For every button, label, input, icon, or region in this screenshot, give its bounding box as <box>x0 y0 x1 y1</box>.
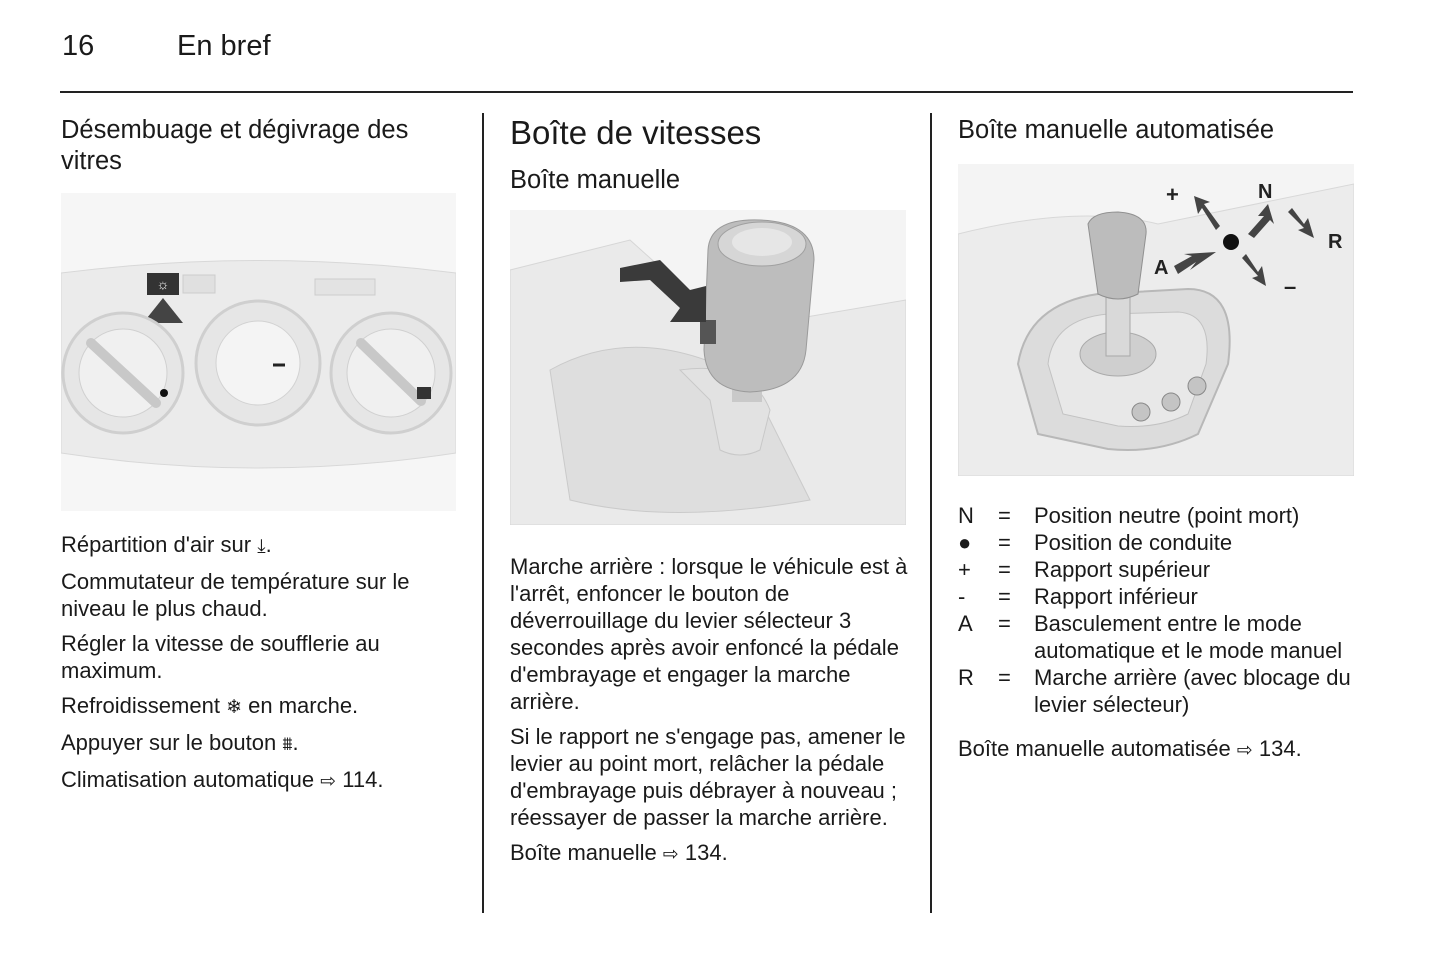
svg-text:☼: ☼ <box>156 276 170 292</box>
defrost-button-icon: ⩩ <box>282 733 293 755</box>
legend-text: Position de conduite <box>1034 530 1233 555</box>
reverse-gear-retry: Si le rapport ne s'engage pas, amener le levier au point mort, relâcher la pédale d'embrayage puis débrayer à nouveau ; réessayer de passer la marche arrière. <box>510 724 906 830</box>
legend-eq: = <box>998 665 1011 690</box>
legend-text: Rapport supérieur <box>1034 557 1211 582</box>
legend-text: Marche arrière (avec blocage du levier sélecteur) <box>1034 665 1351 717</box>
legend-text: Basculement entre le mode automatique et le mode manuel <box>1034 611 1343 663</box>
column-defog <box>61 113 456 795</box>
column-divider <box>482 113 484 913</box>
page-number: 16 <box>62 30 95 62</box>
legend-eq: = <box>998 530 1011 555</box>
legend-row <box>958 610 1356 664</box>
legend-row <box>958 556 1356 583</box>
legend-eq: = <box>998 557 1011 582</box>
legend-eq: = <box>998 503 1011 528</box>
column-divider <box>930 113 932 913</box>
section-title: En bref <box>177 30 271 62</box>
legend-eq: = <box>998 611 1011 636</box>
defog-step-3: Régler la vitesse de soufflerie au maximum. <box>61 631 380 683</box>
legend-key: ● <box>958 530 972 555</box>
downshift-label: – <box>1284 274 1297 299</box>
automated-gearbox-heading: Boîte manuelle automatisée <box>958 116 1275 144</box>
legend-key: R <box>958 665 974 690</box>
legend-row <box>958 583 1356 610</box>
air-distribution-windscreen-icon: ⤓ <box>257 535 266 557</box>
upshift-label: + <box>1166 182 1179 207</box>
reverse-label: R <box>1328 231 1343 253</box>
legend-eq: = <box>998 584 1011 609</box>
page-ref-arrow-icon: ⇨ <box>1236 739 1253 761</box>
defog-step-1: Répartition d'air sur ⤓. <box>61 532 272 557</box>
defog-heading: Désembuage et dégivrage des vitres <box>61 116 409 175</box>
gearbox-title: Boîte de vitesses <box>510 114 762 151</box>
manual-gearbox-subtitle: Boîte manuelle <box>510 166 681 194</box>
manual-gearbox-reference: Boîte manuelle ⇨ 134. <box>510 840 728 865</box>
automated-gearbox-reference: Boîte manuelle automatisée ⇨ 134. <box>958 736 1302 761</box>
column-automated-gearbox <box>958 113 1356 764</box>
defog-step-4: Refroidissement ❄ en marche. <box>61 693 359 718</box>
legend-row <box>958 502 1356 529</box>
page-ref-arrow-icon: ⇨ <box>320 770 337 792</box>
header-rule <box>60 91 1353 93</box>
automatic-mode-label: A <box>1154 257 1169 279</box>
gear-position-legend <box>958 502 1356 718</box>
legend-text: Rapport inférieur <box>1034 584 1198 609</box>
legend-key: N <box>958 503 974 528</box>
defog-step-5: Appuyer sur le bouton ⩩. <box>61 730 299 755</box>
legend-row <box>958 664 1356 718</box>
legend-row <box>958 529 1356 556</box>
legend-key: + <box>958 557 971 582</box>
automated-gear-lever-illustration <box>958 164 1354 476</box>
page-ref-arrow-icon: ⇨ <box>662 843 679 865</box>
snowflake-icon: ❄ <box>226 696 242 718</box>
reverse-gear-instructions: Marche arrière : lorsque le véhicule est à l'arrêt, enfoncer le bouton de déverrouillage du levier sélecteur 3 secondes après avoir enfoncé la pédale d'embrayage et engager la marche arrière. <box>510 554 908 714</box>
legend-text: Position neutre (point mort) <box>1034 503 1300 528</box>
column-gearbox <box>510 113 908 868</box>
defog-reference: Climatisation automatique ⇨ 114. <box>61 767 384 792</box>
climate-panel-illustration <box>61 193 456 511</box>
legend-key: - <box>958 584 966 609</box>
manual-gear-lever-illustration <box>510 210 906 525</box>
legend-key: A <box>958 611 973 636</box>
defog-step-2: Commutateur de température sur le niveau le plus chaud. <box>61 569 410 621</box>
neutral-label: N <box>1258 181 1273 203</box>
